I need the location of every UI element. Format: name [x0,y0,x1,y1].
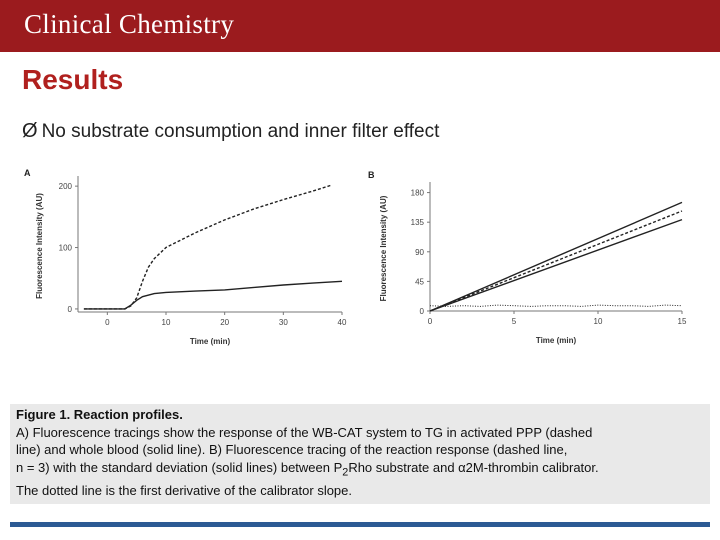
y-tick-label: 135 [410,218,424,228]
x-tick-label: 5 [511,317,517,326]
y-tick-label: 0 [67,304,72,314]
chart-a-svg [22,164,358,358]
y-axis-label: Fluorescence Intensity (AU) [35,193,44,299]
caption-line: line) and whole blood (solid line). B) Fluorescence tracing of the reaction response (dashed line, [16,442,568,457]
caption-line: A) Fluorescence tracings show the response of the WB-CAT system to TG in activated PPP (dashed [16,424,593,440]
series-line-dashed [430,211,682,311]
caption-title: Figure 1. Reaction profiles. [16,407,183,422]
caption-subscript: 2 [342,466,349,479]
bottom-rule [10,522,710,527]
y-tick-label: 90 [415,247,424,257]
y-tick-label: 180 [410,188,424,198]
x-tick-label: 30 [278,318,288,327]
caption-line: The dotted line is the first derivative of the calibrator slope. [16,482,353,498]
y-tick-label: 200 [58,182,72,192]
series-line-solid [430,220,682,311]
y-tick-label: 0 [419,307,424,316]
x-tick-label: 0 [427,317,433,326]
bullet-text: No substrate consumption and inner filter effect [41,120,440,142]
x-tick-label: 40 [337,318,347,327]
x-axis-label: Time (min) [189,337,231,346]
caption-text: n = 3) with the standard deviation (solid lines) between P [16,459,343,475]
x-tick-label: 0 [105,318,110,327]
section-heading: Results [22,64,124,95]
header-bar [0,0,720,52]
panel-label: A [24,168,31,178]
chart-panel-a [22,164,358,358]
x-tick-label: 20 [220,318,230,327]
x-tick-label: 15 [677,317,687,326]
figure-caption [10,404,710,504]
chart-panel-b [360,164,692,358]
series-line-solid [84,281,342,309]
series-line-dotted [430,305,682,306]
chart-b-svg [360,164,692,358]
bullet-point [22,120,439,143]
caption-text: Rho substrate and α2M-thrombin calibrator. [348,459,599,475]
arrow-bullet-icon: Ø [22,120,38,142]
journal-title: Clinical Chemistry [24,9,235,39]
y-tick-label: 100 [58,243,72,253]
panel-label: B [368,170,375,180]
y-axis-label: Fluorescence Intensity (AU) [379,195,388,302]
x-tick-label: 10 [593,317,603,326]
caption-line [16,459,710,482]
y-tick-label: 45 [415,277,424,287]
series-line-solid [430,202,682,311]
x-axis-label: Time (min) [535,336,577,345]
x-tick-label: 10 [161,318,171,327]
